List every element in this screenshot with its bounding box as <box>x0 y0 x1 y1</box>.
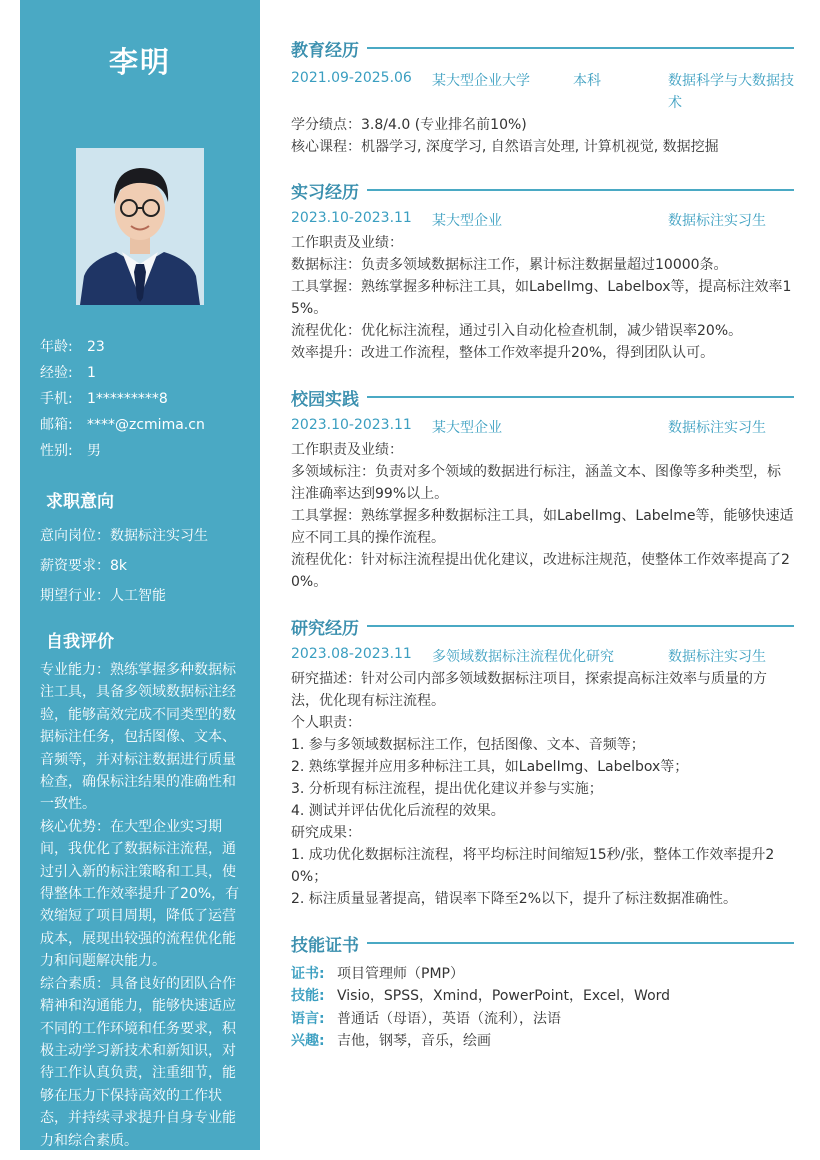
detail-line: 效率提升：改进工作流程，整体工作效率提升20%，得到团队认可。 <box>291 345 715 361</box>
intern-role: 数据标注实习生 <box>668 213 766 229</box>
detail-line: 工作职责及业绩： <box>291 235 403 251</box>
campus-company: 某大型企业 <box>432 420 502 436</box>
section-title: 实习经历 <box>291 182 359 203</box>
detail-line: 1. 参与多领域数据标注工作，包括图像、文本、音频等； <box>291 737 645 753</box>
section-divider <box>367 396 794 398</box>
edu-period: 2021.09-2025.06 <box>291 70 412 86</box>
detail-line: 研究描述：针对公司内部多领域数据标注项目，探索提高标注效率与质量的方法，优化现有标注流程。 <box>291 671 767 709</box>
section-header <box>291 176 794 204</box>
sidebar <box>20 0 260 1150</box>
section-divider <box>367 625 794 627</box>
info-experience: 经验: 1 <box>40 365 96 381</box>
self-eval-title: 自我评价 <box>46 632 114 652</box>
detail-line: 4. 测试并评估优化后流程的效果。 <box>291 803 505 819</box>
internship-headline <box>291 210 794 232</box>
avatar-illustration <box>76 148 204 305</box>
intent-industry: 期望行业：人工智能 <box>40 588 166 604</box>
section-title: 校园实践 <box>291 389 359 410</box>
section-title: 研究经历 <box>291 618 359 639</box>
info-email: 邮箱: ****@zcmima.cn <box>40 417 205 433</box>
eval-paragraph: 综合素质：具备良好的团队合作精神和沟通能力，能够快速适应不同的工作环境和任务要求，积极主动学习新技术和新知识，对待工作认真负责，注重细节，能够在压力下保持高效的工作状态，并持续寻求提升自身专业能力和综合素质。 <box>40 975 236 1149</box>
section-header <box>291 612 794 640</box>
research-details <box>291 668 794 910</box>
detail-line: 数据标注：负责多领域数据标注工作，累计标注数据量超过10000条。 <box>291 257 728 273</box>
eval-paragraph: 核心优势：在大型企业实习期间，我优化了数据标注流程，通过引入新的标注策略和工具，使得整体工作效率提升了20%，有效缩短了项目周期，降低了运营成本，展现出较强的流程优化能力和问题解决能力。 <box>40 818 240 970</box>
section-divider <box>367 189 794 191</box>
campus-section <box>291 383 794 593</box>
campus-headline <box>291 417 794 439</box>
edu-school: 某大型企业大学 <box>432 73 530 89</box>
skill-interests: 兴趣: 吉他，钢琴，音乐，绘画 <box>291 1033 491 1050</box>
section-title: 教育经历 <box>291 40 359 61</box>
detail-line: 工具掌握：熟练掌握多种数据标注工具，如LabelImg、Labelme等，能够快速适应不同工具的操作流程。 <box>291 508 794 546</box>
candidate-name: 李明 <box>108 45 171 79</box>
skill-tools: 技能: Visio，SPSS，Xmind，PowerPoint，Excel，Word <box>291 988 671 1005</box>
internship-section <box>291 176 794 364</box>
detail-line: 工作职责及业绩： <box>291 442 403 458</box>
internship-details <box>291 232 794 364</box>
campus-role: 数据标注实习生 <box>668 420 766 436</box>
detail-line: 1. 成功优化数据标注流程，将平均标注时间缩短15秒/张，整体工作效率提升20%； <box>291 847 775 885</box>
info-age: 年龄: 23 <box>40 339 105 355</box>
campus-details <box>291 439 794 593</box>
detail-line: 流程优化：优化标注流程，通过引入自动化检查机制，减少错误率20%。 <box>291 323 743 339</box>
edu-gpa: 学分绩点：3.8/4.0 (专业排名前10%) <box>291 117 527 133</box>
research-role: 数据标注实习生 <box>668 649 766 665</box>
intern-company: 某大型企业 <box>432 213 502 229</box>
detail-line: 工具掌握：熟练掌握多种标注工具，如LabelImg、Labelbox等，提高标注效率15%。 <box>291 279 792 317</box>
intent-list <box>40 521 208 611</box>
research-project: 多领域数据标注流程优化研究 <box>432 649 614 665</box>
info-gender: 性别: 男 <box>40 443 101 459</box>
section-header <box>291 929 794 957</box>
research-headline <box>291 646 794 668</box>
info-phone: 手机: 1*********8 <box>40 391 168 407</box>
skill-certificate: 证书: 项目管理师（PMP） <box>291 966 464 982</box>
detail-line: 2. 标注质量显著提高，错误率下降至2%以下，提升了标注数据准确性。 <box>291 891 738 907</box>
section-divider <box>367 942 794 944</box>
detail-line: 3. 分析现有标注流程，提出优化建议并参与实施； <box>291 781 603 797</box>
section-header <box>291 383 794 411</box>
detail-line: 个人职责： <box>291 715 361 731</box>
research-period: 2023.08-2023.11 <box>291 646 412 662</box>
basic-info <box>40 334 205 464</box>
skills-section <box>291 929 794 1053</box>
education-details <box>291 114 794 158</box>
self-eval-text <box>40 659 244 1152</box>
detail-line: 2. 熟练掌握并应用多种标注工具，如LabelImg、Labelbox等； <box>291 759 689 775</box>
detail-line: 多领域标注：负责对多个领域的数据进行标注，涵盖文本、图像等多种类型，标注准确率达到99%以上。 <box>291 464 781 502</box>
intent-title: 求职意向 <box>46 492 114 512</box>
edu-courses: 核心课程：机器学习, 深度学习, 自然语言处理, 计算机视觉, 数据挖掘 <box>291 139 719 155</box>
intent-position: 意向岗位：数据标注实习生 <box>40 528 208 544</box>
research-section <box>291 612 794 910</box>
edu-major: 数据科学与大数据技术 <box>668 73 794 111</box>
section-divider <box>367 47 794 49</box>
education-section <box>291 34 794 158</box>
edu-degree: 本科 <box>573 73 601 89</box>
detail-line: 流程优化：针对标注流程提出优化建议，改进标注规范，使整体工作效率提高了20%。 <box>291 552 790 590</box>
detail-line: 研究成果： <box>291 825 361 841</box>
skills-list <box>291 963 794 1053</box>
campus-period: 2023.10-2023.11 <box>291 417 412 433</box>
eval-paragraph: 专业能力：熟练掌握多种数据标注工具，具备多领域数据标注经验，能够高效完成不同类型的数据标注任务，包括图像、文本、音频等，并对标注数据进行质量检查，确保标注结果的准确性和一致性。 <box>40 662 236 813</box>
education-headline <box>291 70 794 114</box>
intern-period: 2023.10-2023.11 <box>291 210 412 226</box>
intent-salary: 薪资要求：8k <box>40 558 128 574</box>
skill-languages: 语言: 普通话（母语），英语（流利），法语 <box>291 1010 561 1027</box>
section-title: 技能证书 <box>291 935 359 956</box>
profile-photo <box>76 148 204 305</box>
section-header <box>291 34 794 62</box>
